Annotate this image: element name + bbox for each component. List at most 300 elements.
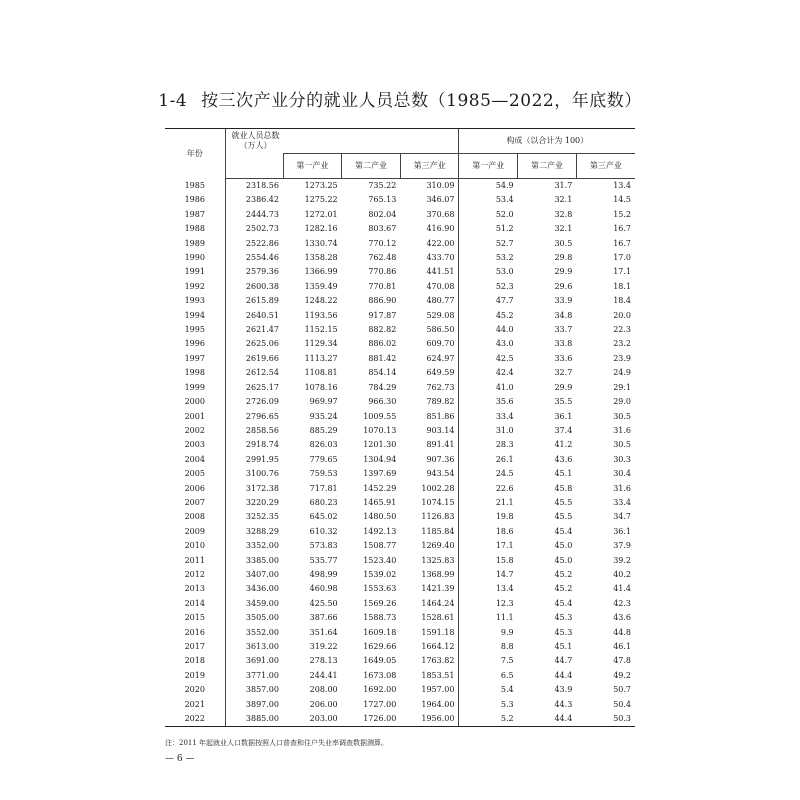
cell-secondary: 1539.02: [363, 569, 397, 579]
cell-primary-share: 14.7: [459, 568, 518, 582]
cell-tertiary-share: 29.0: [613, 397, 631, 407]
cell-primary: 885.29: [309, 425, 338, 435]
cell-secondary-share: 36.1: [554, 411, 573, 421]
cell-total: 2625.06: [225, 337, 283, 351]
cell-year: 1986: [184, 195, 205, 205]
cell-primary: 717.81: [309, 483, 338, 493]
cell-secondary: 784.29: [368, 382, 397, 392]
cell-secondary-share: 45.1: [554, 642, 573, 651]
cell-total: 2619.66: [225, 352, 283, 366]
cell-tertiary: 1957.00: [421, 685, 455, 695]
cell-year: 1997: [184, 353, 205, 363]
table-row: [165, 568, 635, 582]
cell-total: 3857.00: [225, 683, 283, 697]
cell-secondary: 1727.00: [363, 699, 397, 709]
header-total-employment: [225, 129, 459, 154]
cell-total: 2796.65: [225, 410, 283, 424]
cell-year: 2009: [184, 526, 205, 536]
cell-primary-share: 7.5: [459, 654, 518, 668]
cell-secondary: 1508.77: [363, 541, 397, 551]
cell-secondary: 1609.18: [363, 627, 397, 637]
cell-tertiary: 346.07: [426, 195, 455, 205]
cell-primary-share: 47.7: [459, 294, 518, 308]
table-row: [165, 712, 635, 727]
cell-primary: 759.53: [309, 469, 338, 479]
cell-primary: 1248.22: [304, 296, 338, 306]
cell-primary-share: 8.8: [459, 640, 518, 654]
cell-total: 2726.09: [225, 395, 283, 409]
cell-total: 3352.00: [225, 539, 283, 553]
cell-tertiary: 433.70: [426, 253, 455, 263]
cell-secondary-share: 44.7: [554, 656, 573, 666]
cell-tertiary-share: 31.6: [613, 483, 631, 493]
cell-primary-share: 52.0: [459, 208, 518, 222]
cell-tertiary: 624.97: [426, 353, 455, 363]
header-composition: 构成（以合计为 100）: [459, 129, 635, 154]
cell-tertiary: 1464.24: [421, 598, 455, 608]
cell-secondary: 1304.94: [363, 454, 397, 464]
header-total-line2: （万人）: [239, 141, 272, 150]
cell-primary-share: 11.1: [459, 611, 518, 625]
cell-year: 1989: [184, 238, 205, 248]
cell-primary: 1129.34: [304, 339, 338, 349]
cell-year: 2007: [184, 497, 205, 507]
employment-table-container: [165, 128, 635, 727]
cell-primary-share: 13.4: [459, 582, 518, 596]
cell-secondary: 1397.69: [363, 469, 397, 479]
cell-tertiary-share: 16.7: [613, 224, 631, 234]
cell-primary: 826.03: [309, 440, 338, 450]
cell-tertiary-share: 17.1: [613, 267, 631, 277]
cell-primary: 573.83: [309, 541, 338, 551]
header-secondary-share: 第二产业: [518, 154, 577, 179]
cell-year: 1996: [184, 339, 205, 349]
cell-tertiary: 310.09: [426, 181, 455, 190]
cell-primary: 278.13: [309, 656, 338, 666]
table-row: [165, 640, 635, 654]
cell-total: 2554.46: [225, 251, 283, 265]
cell-secondary-share: 44.4: [518, 712, 577, 727]
cell-secondary: 1465.91: [363, 497, 397, 507]
cell-primary: 498.99: [309, 569, 338, 579]
cell-primary-share: 45.2: [459, 309, 518, 323]
cell-total: 3100.76: [225, 467, 283, 481]
cell-secondary-share: 31.7: [554, 181, 573, 190]
table-row: [165, 669, 635, 683]
cell-primary-share: 41.0: [459, 381, 518, 395]
cell-secondary-share: 41.2: [554, 440, 573, 450]
cell-secondary-share: 45.3: [554, 613, 573, 623]
cell-tertiary-share: 30.3: [613, 454, 631, 464]
cell-secondary-share: 45.5: [554, 512, 573, 522]
cell-year: 1994: [184, 310, 205, 320]
cell-primary: 425.50: [309, 598, 338, 608]
cell-primary: 535.77: [309, 555, 338, 565]
cell-tertiary-share: 39.2: [613, 555, 631, 565]
cell-secondary: 886.02: [368, 339, 397, 349]
cell-primary-share: 24.5: [459, 467, 518, 481]
cell-tertiary: 422.00: [426, 238, 455, 248]
cell-primary-share: 53.0: [459, 265, 518, 279]
cell-tertiary-share: 31.6: [613, 425, 631, 435]
cell-tertiary: 1853.51: [421, 670, 455, 680]
cell-total: 3172.38: [225, 482, 283, 496]
cell-secondary: 854.14: [368, 368, 397, 378]
cell-total: 2579.36: [225, 265, 283, 279]
cell-tertiary-share: 29.1: [613, 382, 631, 392]
header-primary-share: 第一产业: [459, 154, 518, 179]
cell-year: 2006: [184, 483, 205, 493]
cell-primary-share: 52.3: [459, 280, 518, 294]
cell-year: 2021: [184, 699, 205, 709]
cell-year: 1990: [184, 253, 205, 263]
cell-tertiary: 1126.83: [421, 512, 455, 522]
cell-primary-share: 26.1: [459, 453, 518, 467]
employment-table: [165, 128, 635, 727]
table-row: [165, 323, 635, 337]
cell-tertiary: 1763.82: [421, 656, 455, 666]
table-row: [165, 654, 635, 668]
cell-primary-share: 5.3: [459, 698, 518, 712]
cell-tertiary: 789.82: [426, 397, 455, 407]
cell-secondary: 1673.08: [363, 670, 397, 680]
cell-total: 3252.35: [225, 510, 283, 524]
footnote: 注：2011 年起就业人口数据按照人口普查和住户失业率调查数据测算。: [165, 739, 389, 747]
cell-secondary-share: 29.8: [554, 253, 573, 263]
cell-year: 1991: [184, 267, 205, 277]
cell-primary: 969.97: [309, 397, 338, 407]
cell-secondary-share: 45.5: [554, 497, 573, 507]
cell-secondary: 882.82: [368, 325, 397, 335]
cell-secondary: 1588.73: [363, 613, 397, 623]
cell-primary-share: 5.4: [459, 683, 518, 697]
cell-total: 2640.51: [225, 309, 283, 323]
cell-primary-share: 19.8: [459, 510, 518, 524]
cell-primary: 610.32: [309, 526, 338, 536]
cell-tertiary-share: 14.5: [613, 195, 631, 205]
cell-year: 2014: [184, 598, 205, 608]
cell-tertiary-share: 17.0: [613, 253, 631, 263]
cell-year: 2003: [184, 440, 205, 450]
cell-secondary: 1480.50: [363, 512, 397, 522]
cell-primary-share: 43.0: [459, 337, 518, 351]
cell-year: 1998: [184, 368, 205, 378]
cell-total: 3771.00: [225, 669, 283, 683]
cell-secondary: 1629.66: [363, 642, 397, 651]
cell-tertiary: 907.36: [426, 454, 455, 464]
cell-total: 3552.00: [225, 626, 283, 640]
cell-total: 3288.29: [225, 525, 283, 539]
table-row: [165, 525, 635, 539]
table-row: [165, 438, 635, 452]
cell-primary: 935.24: [309, 411, 338, 421]
cell-total: 3220.29: [225, 496, 283, 510]
cell-secondary-share: 45.0: [554, 555, 573, 565]
cell-tertiary-share: 16.7: [613, 238, 631, 248]
table-row: [165, 597, 635, 611]
cell-secondary: 1009.55: [363, 411, 397, 421]
cell-secondary-share: 30.5: [554, 238, 573, 248]
cell-secondary: 1492.13: [363, 526, 397, 536]
cell-secondary-share: 45.4: [554, 526, 573, 536]
cell-secondary: 881.42: [368, 353, 397, 363]
cell-primary: 1330.74: [304, 238, 338, 248]
cell-secondary-share: 37.4: [554, 425, 573, 435]
cell-primary: 1193.56: [304, 310, 338, 320]
cell-secondary: 1569.26: [363, 598, 397, 608]
table-row: [165, 424, 635, 438]
table-row: [165, 626, 635, 640]
cell-tertiary: 1368.99: [421, 569, 455, 579]
cell-year: 2008: [184, 512, 205, 522]
cell-primary: 1359.49: [304, 281, 338, 291]
cell-secondary-share: 32.7: [554, 368, 573, 378]
cell-secondary: 762.48: [368, 253, 397, 263]
cell-primary-share: 12.3: [459, 597, 518, 611]
cell-tertiary: 1074.15: [421, 497, 455, 507]
table-row: [165, 208, 635, 222]
table-row: [165, 251, 635, 265]
cell-total: 2502.73: [225, 222, 283, 236]
cell-tertiary-share: 36.1: [613, 526, 631, 536]
cell-secondary-share: 45.1: [554, 469, 573, 479]
table-row: [165, 352, 635, 366]
cell-secondary: 803.67: [368, 224, 397, 234]
table-row: [165, 179, 635, 194]
cell-total: 2615.89: [225, 294, 283, 308]
cell-year: 1992: [184, 281, 205, 291]
cell-primary: 1078.16: [304, 382, 338, 392]
cell-tertiary: 470.08: [426, 281, 455, 291]
cell-tertiary: 1664.12: [421, 642, 455, 651]
table-row: [165, 554, 635, 568]
cell-tertiary: 1528.61: [421, 613, 455, 623]
cell-tertiary-share: 47.8: [613, 656, 631, 666]
cell-tertiary-share: 13.4: [613, 181, 631, 190]
cell-secondary-share: 45.4: [554, 598, 573, 608]
cell-primary: 319.22: [309, 642, 338, 651]
cell-secondary: 770.12: [368, 238, 397, 248]
cell-tertiary-share: 22.3: [613, 325, 631, 335]
cell-year: 2001: [184, 411, 205, 421]
cell-secondary-share: 43.6: [554, 454, 573, 464]
cell-tertiary: 1002.28: [421, 483, 455, 493]
cell-tertiary: 480.77: [426, 296, 455, 306]
cell-tertiary-share: 33.4: [613, 497, 631, 507]
cell-tertiary: 649.59: [426, 368, 455, 378]
cell-tertiary-share: 30.5: [613, 411, 631, 421]
cell-primary-share: 35.6: [459, 395, 518, 409]
cell-primary-share: 53.4: [459, 193, 518, 207]
table-number: 1-4: [158, 91, 188, 111]
cell-primary: 203.00: [283, 712, 342, 727]
cell-primary: 1272.01: [304, 209, 338, 219]
header-secondary: 第二产业: [342, 154, 401, 179]
cell-tertiary-share: 46.1: [613, 642, 631, 651]
page-title: [0, 86, 800, 111]
cell-year: 2017: [184, 642, 205, 651]
cell-secondary: 1553.63: [363, 584, 397, 594]
cell-year: 1995: [184, 325, 205, 335]
cell-secondary: 886.90: [368, 296, 397, 306]
cell-year: 2013: [184, 584, 205, 594]
cell-year: 2004: [184, 454, 205, 464]
table-row: [165, 453, 635, 467]
cell-secondary-share: 43.9: [554, 685, 573, 695]
cell-primary-share: 51.2: [459, 222, 518, 236]
cell-year: 2000: [184, 397, 205, 407]
cell-primary-share: 22.6: [459, 482, 518, 496]
cell-tertiary-share: 50.7: [613, 685, 631, 695]
cell-primary: 387.66: [309, 613, 338, 623]
table-row: [165, 482, 635, 496]
cell-secondary-share: 29.6: [554, 281, 573, 291]
cell-tertiary: 609.70: [426, 339, 455, 349]
cell-total: 3885.00: [225, 712, 283, 727]
cell-secondary-share: 29.9: [554, 382, 573, 392]
table-row: [165, 265, 635, 279]
cell-secondary-share: 32.1: [554, 195, 573, 205]
cell-primary: 1273.25: [304, 181, 338, 190]
header-primary: 第一产业: [283, 154, 342, 179]
cell-primary: 1108.81: [304, 368, 338, 378]
cell-total: 3436.00: [225, 582, 283, 596]
cell-primary-share: 52.7: [459, 237, 518, 251]
cell-primary: 351.64: [309, 627, 338, 637]
cell-primary-share: 21.1: [459, 496, 518, 510]
cell-tertiary: 1185.84: [421, 526, 455, 536]
cell-year: 2015: [184, 613, 205, 623]
cell-primary: 206.00: [309, 699, 338, 709]
cell-total: 2600.38: [225, 280, 283, 294]
table-row: [165, 280, 635, 294]
cell-primary: 244.41: [309, 670, 338, 680]
cell-secondary-share: 29.9: [554, 267, 573, 277]
cell-primary: 1152.15: [304, 325, 338, 335]
table-row: [165, 395, 635, 409]
cell-secondary: 770.81: [368, 281, 397, 291]
cell-tertiary: 1325.83: [421, 555, 455, 565]
cell-primary: 208.00: [309, 685, 338, 695]
table-row: [165, 309, 635, 323]
cell-secondary-share: 35.5: [554, 397, 573, 407]
cell-total: 2318.56: [225, 179, 283, 194]
cell-total: 3613.00: [225, 640, 283, 654]
cell-tertiary-share: 20.0: [613, 310, 631, 320]
cell-primary-share: 42.5: [459, 352, 518, 366]
table-row: [165, 539, 635, 553]
cell-primary: 680.23: [309, 497, 338, 507]
cell-total: 2621.47: [225, 323, 283, 337]
cell-primary-share: 31.0: [459, 424, 518, 438]
cell-tertiary-share: 34.7: [613, 512, 631, 522]
cell-total: 2522.86: [225, 237, 283, 251]
cell-secondary: 1070.13: [363, 425, 397, 435]
cell-year: 1988: [184, 224, 205, 234]
header-year: 年份: [165, 129, 225, 179]
cell-secondary: 770.86: [368, 267, 397, 277]
cell-total: 3385.00: [225, 554, 283, 568]
cell-year: 2010: [184, 541, 205, 551]
table-row: [165, 467, 635, 481]
cell-secondary: 1523.40: [363, 555, 397, 565]
cell-primary: 779.65: [309, 454, 338, 464]
cell-year: 1985: [184, 180, 205, 190]
cell-primary-share: 18.6: [459, 525, 518, 539]
cell-tertiary-share: 42.3: [613, 598, 631, 608]
cell-primary-share: 42.4: [459, 366, 518, 380]
cell-total: 3897.00: [225, 698, 283, 712]
cell-total: 3505.00: [225, 611, 283, 625]
cell-total: 3691.00: [225, 654, 283, 668]
cell-tertiary: 891.41: [426, 440, 455, 450]
cell-tertiary: 586.50: [426, 325, 455, 335]
cell-primary: 1366.99: [304, 267, 338, 277]
cell-secondary: 765.13: [368, 195, 397, 205]
cell-year: 2011: [184, 555, 205, 565]
cell-tertiary: 441.51: [426, 267, 455, 277]
cell-primary-share: 53.2: [459, 251, 518, 265]
cell-tertiary-share: 15.2: [613, 209, 631, 219]
header-total-line1: 就业人员总数: [231, 131, 280, 141]
table-row: [165, 698, 635, 712]
cell-primary-share: 15.8: [459, 554, 518, 568]
table-row: [165, 366, 635, 380]
cell-year: 2018: [184, 656, 205, 666]
cell-secondary-share: 45.3: [554, 627, 573, 637]
table-row: [165, 337, 635, 351]
cell-secondary-share: 32.1: [554, 224, 573, 234]
cell-tertiary-share: 18.4: [613, 296, 631, 306]
cell-secondary-share: 44.4: [554, 670, 573, 680]
cell-secondary: 1692.00: [363, 685, 397, 695]
table-header: [165, 129, 635, 179]
cell-secondary-share: 45.8: [554, 483, 573, 493]
cell-tertiary: 1269.40: [421, 541, 455, 551]
cell-primary-share: 33.4: [459, 410, 518, 424]
cell-tertiary-share: 43.6: [613, 613, 631, 623]
cell-secondary: 1726.00: [342, 712, 401, 727]
cell-total: 2991.95: [225, 453, 283, 467]
cell-primary-share: 17.1: [459, 539, 518, 553]
cell-total: 2625.17: [225, 381, 283, 395]
cell-secondary-share: 32.8: [554, 209, 573, 219]
table-row: [165, 611, 635, 625]
cell-tertiary-share: 41.4: [613, 584, 631, 594]
cell-year: 1993: [184, 296, 205, 306]
cell-tertiary: 1421.39: [421, 584, 455, 594]
cell-secondary: 917.87: [368, 310, 397, 320]
cell-tertiary-share: 23.9: [613, 353, 631, 363]
cell-tertiary: 416.90: [426, 224, 455, 234]
cell-primary-share: 54.9: [459, 179, 518, 194]
table-row: [165, 294, 635, 308]
cell-total: 3407.00: [225, 568, 283, 582]
cell-secondary-share: 33.6: [554, 353, 573, 363]
cell-year: 2012: [184, 569, 205, 579]
cell-secondary: 735.22: [368, 181, 397, 190]
cell-primary: 1275.22: [304, 195, 338, 205]
cell-tertiary-share: 18.1: [613, 281, 631, 291]
cell-tertiary-share: 49.2: [613, 670, 631, 680]
table-row: [165, 510, 635, 524]
cell-secondary-share: 33.8: [554, 339, 573, 349]
cell-tertiary-share: 50.3: [576, 712, 635, 727]
cell-secondary-share: 34.8: [554, 310, 573, 320]
cell-tertiary: 1964.00: [421, 699, 455, 709]
cell-secondary-share: 33.7: [554, 325, 573, 335]
cell-total: 2858.56: [225, 424, 283, 438]
